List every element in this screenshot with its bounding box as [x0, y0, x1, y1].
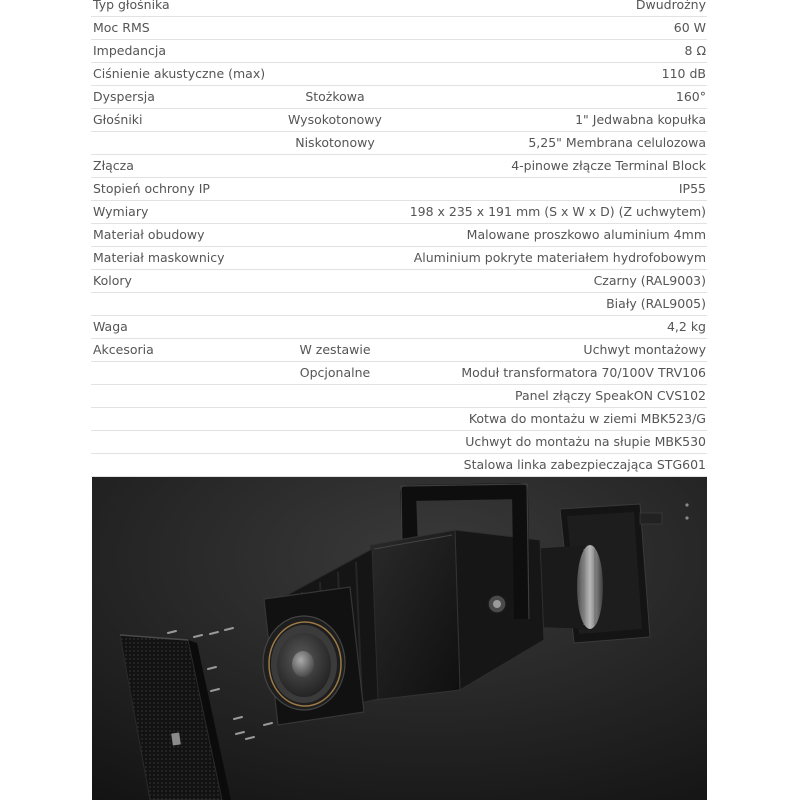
spec-value: 160°: [675, 89, 706, 104]
spec-label: Typ głośnika: [93, 0, 170, 12]
speaker-exploded-photo: [92, 477, 707, 800]
spec-label: Wymiary: [93, 204, 149, 219]
spec-value: 4-pinowe złącze Terminal Block: [511, 158, 706, 173]
spec-row-colors-black: [91, 270, 707, 293]
main-housing: [370, 530, 460, 700]
spec-value: Kotwa do montażu w ziemi MBK523/G: [468, 411, 706, 426]
spec-value: 5,25" Membrana celulozowa: [528, 135, 706, 150]
spec-label: Stopień ochrony IP: [93, 181, 210, 196]
spec-value: Panel złączy SpeakON CVS102: [515, 388, 706, 403]
spec-value: 8 Ω: [684, 43, 706, 58]
spec-label: Akcesoria: [93, 342, 154, 357]
spec-label: Impedancja: [93, 43, 167, 58]
spec-value: 1" Jedwabna kopułka: [575, 112, 706, 127]
spec-row-colors-white: [91, 293, 707, 316]
spec-value: Moduł transformatora 70/100V TRV106: [461, 365, 706, 380]
spec-label: Ciśnienie akustyczne (max): [93, 66, 266, 81]
spec-label: Materiał maskownicy: [93, 250, 225, 265]
spec-value: Stalowa linka zabezpieczająca STG601: [463, 457, 706, 472]
woofer: [263, 616, 345, 710]
spec-label: Waga: [93, 319, 128, 334]
spec-row-dispersion: [91, 86, 707, 109]
spec-sublabel: Wysokotonowy: [288, 112, 382, 127]
spec-value: Uchwyt do montażu na słupie MBK530: [465, 434, 706, 449]
spec-value: 60 W: [673, 20, 706, 35]
spec-value: 198 x 235 x 191 mm (S x W x D) (Z uchwytem): [409, 204, 706, 219]
spec-row-rms-power: [91, 17, 707, 40]
spec-sublabel: Niskotonowy: [295, 135, 375, 150]
spec-row-accessory: [91, 385, 707, 408]
spec-row-accessory: [91, 431, 707, 454]
spec-value: Dwudrożny: [635, 0, 706, 12]
spec-value: Biały (RAL9005): [606, 296, 706, 311]
spec-row-spl: [91, 63, 707, 86]
spec-value: Uchwyt montażowy: [583, 342, 706, 357]
spec-label: Dyspersja: [93, 89, 155, 104]
spec-row-accessories-included: [91, 339, 707, 362]
spec-sublabel: W zestawie: [299, 342, 371, 357]
spec-sublabel: Stożkowa: [305, 89, 365, 104]
spec-label: Kolory: [93, 273, 132, 288]
spec-label: Głośniki: [93, 112, 143, 127]
spec-row-connectors: [91, 155, 707, 178]
spec-value: 4,2 kg: [666, 319, 706, 334]
spec-row-weight: [91, 316, 707, 339]
spec-sublabel: Opcjonalne: [299, 365, 371, 380]
bracket-knob: [488, 595, 506, 613]
spec-value: Aluminium pokryte materiałem hydrofobowym: [413, 250, 706, 265]
spec-row-drivers-woofer: [91, 132, 707, 155]
grille-logo: [171, 733, 181, 746]
spec-label: Moc RMS: [93, 20, 150, 35]
spec-row-impedance: [91, 40, 707, 63]
spec-row-grille-material: [91, 247, 707, 270]
spec-row-speaker-type: [91, 0, 707, 17]
spec-row-ip-rating: [91, 178, 707, 201]
spec-value: Czarny (RAL9003): [593, 273, 706, 288]
spec-value: 110 dB: [661, 66, 706, 81]
spec-row-dimensions: [91, 201, 707, 224]
spec-value: Malowane proszkowo aluminium 4mm: [466, 227, 706, 242]
spec-row-accessory: [91, 454, 707, 477]
spec-row-accessories-optional: [91, 362, 707, 385]
speaker-exploded-illustration: [92, 477, 707, 800]
spec-label: Materiał obudowy: [93, 227, 205, 242]
spec-row-drivers-tweeter: [91, 109, 707, 132]
spec-table: [91, 0, 707, 477]
spec-label: Złącza: [93, 158, 134, 173]
spec-row-accessory: [91, 408, 707, 431]
spec-value: IP55: [678, 181, 706, 196]
spec-row-enclosure-material: [91, 224, 707, 247]
